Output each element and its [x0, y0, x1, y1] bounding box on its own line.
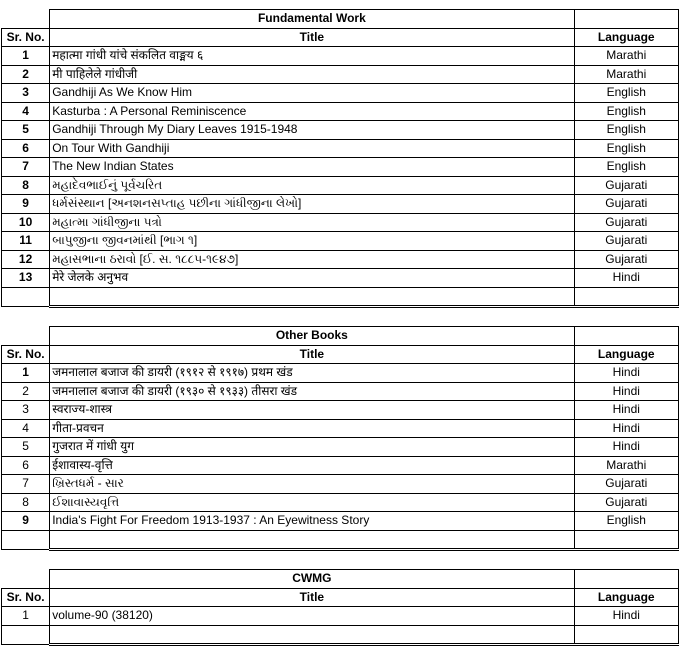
table-row: [2, 475, 679, 494]
sr-no-header: Sr. No.: [2, 588, 50, 607]
empty-row: [2, 625, 679, 645]
table-row: [2, 438, 679, 457]
sr-no-cell: 5: [2, 438, 50, 457]
sr-no-cell: 4: [2, 102, 50, 121]
title-cell: Gandhiji As We Know Him: [50, 84, 574, 103]
language-cell: Marathi: [574, 65, 678, 84]
title-cell: On Tour With Gandhiji: [50, 139, 574, 158]
sr-no-cell: 9: [2, 512, 50, 531]
cwmg-table: [1, 569, 679, 646]
empty-cell: [2, 327, 50, 346]
language-cell: Hindi: [574, 607, 678, 626]
language-cell: Gujarati: [574, 195, 678, 214]
language-header: Language: [574, 345, 678, 364]
title-cell: મહાત્મા ગાંધીજીના પત્રો: [50, 213, 574, 232]
title-cell: स्वराज्य-शास्त्र: [50, 401, 574, 420]
title-cell: Kasturba : A Personal Reminiscence: [50, 102, 574, 121]
header-row: [2, 588, 679, 607]
title-cell: गुजरात में गांधी युग: [50, 438, 574, 457]
table-row: [2, 419, 679, 438]
language-cell: Hindi: [574, 419, 678, 438]
language-cell: Marathi: [574, 47, 678, 66]
section-title: Fundamental Work: [50, 10, 574, 29]
section-title: Other Books: [50, 327, 574, 346]
table-row: [2, 195, 679, 214]
table-row: [2, 176, 679, 195]
sr-no-cell: 2: [2, 65, 50, 84]
empty-cell: [2, 625, 50, 645]
table-row: [2, 607, 679, 626]
language-cell: English: [574, 84, 678, 103]
language-cell: Gujarati: [574, 250, 678, 269]
sr-no-cell: 4: [2, 419, 50, 438]
sr-no-cell: 5: [2, 121, 50, 140]
language-cell: Gujarati: [574, 475, 678, 494]
title-cell: ઈશાવાસ્યવૃત્તિ: [50, 493, 574, 512]
table-row: [2, 512, 679, 531]
sr-no-cell: 6: [2, 139, 50, 158]
language-cell: English: [574, 512, 678, 531]
title-cell: मी पाहिलेले गांधीजी: [50, 65, 574, 84]
sr-no-cell: 1: [2, 607, 50, 626]
language-cell: Gujarati: [574, 232, 678, 251]
other-books-table: [1, 326, 679, 551]
title-cell: બાપુજીના જીવનમાંથી [ભાગ ૧]: [50, 232, 574, 251]
title-cell: ધર્મસંસ્થાન [અનશનસપ્તાહ પછીના ગાંધીજીના લેખો]: [50, 195, 574, 214]
sr-no-cell: 9: [2, 195, 50, 214]
language-cell: Gujarati: [574, 176, 678, 195]
section-title-row: [2, 327, 679, 346]
table-row: [2, 139, 679, 158]
empty-row: [2, 530, 679, 550]
empty-cell: [574, 287, 678, 307]
language-cell: English: [574, 158, 678, 177]
language-cell: Hindi: [574, 438, 678, 457]
sr-no-cell: 2: [2, 382, 50, 401]
title-header: Title: [50, 345, 574, 364]
language-cell: Hindi: [574, 401, 678, 420]
empty-cell: [50, 625, 574, 645]
section-title-row: [2, 570, 679, 589]
sr-no-cell: 3: [2, 401, 50, 420]
table-row: [2, 401, 679, 420]
title-cell: ईशावास्य-वृत्ति: [50, 456, 574, 475]
table-row: [2, 213, 679, 232]
sr-no-cell: 7: [2, 475, 50, 494]
sr-no-cell: 12: [2, 250, 50, 269]
table-row: [2, 232, 679, 251]
empty-cell: [574, 625, 678, 645]
sr-no-header: Sr. No.: [2, 345, 50, 364]
language-cell: Marathi: [574, 456, 678, 475]
title-cell: जमनालाल बजाज की डायरी (१९३० से १९३३) तीसरा खंड: [50, 382, 574, 401]
sr-no-cell: 11: [2, 232, 50, 251]
sr-no-cell: 3: [2, 84, 50, 103]
title-cell: जमनालाल बजाज की डायरी (१९१२ से १९१७) प्रथम खंड: [50, 364, 574, 383]
title-cell: मेरे जेलके अनुभव: [50, 269, 574, 288]
header-row: [2, 28, 679, 47]
empty-row: [2, 287, 679, 307]
language-cell: Gujarati: [574, 213, 678, 232]
sr-no-cell: 1: [2, 364, 50, 383]
section-title-row: [2, 10, 679, 29]
language-header: Language: [574, 28, 678, 47]
table-row: [2, 158, 679, 177]
table-row: [2, 493, 679, 512]
table-row: [2, 121, 679, 140]
table-row: [2, 456, 679, 475]
sr-no-header: Sr. No.: [2, 28, 50, 47]
header-row: [2, 345, 679, 364]
sr-no-cell: 13: [2, 269, 50, 288]
sr-no-cell: 8: [2, 176, 50, 195]
empty-cell: [574, 530, 678, 550]
empty-cell: [574, 10, 678, 29]
empty-cell: [574, 327, 678, 346]
empty-cell: [50, 530, 574, 550]
language-header: Language: [574, 588, 678, 607]
language-cell: Hindi: [574, 364, 678, 383]
title-cell: India's Fight For Freedom 1913-1937 : An Eyewitness Story: [50, 512, 574, 531]
title-cell: Gandhiji Through My Diary Leaves 1915-1948: [50, 121, 574, 140]
language-cell: English: [574, 121, 678, 140]
empty-cell: [2, 530, 50, 550]
table-row: [2, 250, 679, 269]
table-row: [2, 84, 679, 103]
empty-cell: [574, 570, 678, 589]
table-row: [2, 364, 679, 383]
sr-no-cell: 6: [2, 456, 50, 475]
title-cell: volume-90 (38120): [50, 607, 574, 626]
sr-no-cell: 10: [2, 213, 50, 232]
language-cell: English: [574, 139, 678, 158]
title-header: Title: [50, 28, 574, 47]
title-cell: गीता-प्रवचन: [50, 419, 574, 438]
title-header: Title: [50, 588, 574, 607]
table-row: [2, 65, 679, 84]
fundamental-work-table: [1, 9, 679, 308]
language-cell: Hindi: [574, 382, 678, 401]
sr-no-cell: 1: [2, 47, 50, 66]
language-cell: English: [574, 102, 678, 121]
language-cell: Hindi: [574, 269, 678, 288]
title-cell: મહાસભાના ઠરાવો [ઈ. સ. ૧૮૮૫-૧૯૪૭]: [50, 250, 574, 269]
language-cell: Gujarati: [574, 493, 678, 512]
table-row: [2, 102, 679, 121]
title-cell: મહાદેવભાઈનું પૂર્વચરિત: [50, 176, 574, 195]
sr-no-cell: 7: [2, 158, 50, 177]
title-cell: The New Indian States: [50, 158, 574, 177]
empty-cell: [2, 570, 50, 589]
table-row: [2, 269, 679, 288]
table-row: [2, 47, 679, 66]
sr-no-cell: 8: [2, 493, 50, 512]
title-cell: ખ્રિસ્તધર્મ - સાર: [50, 475, 574, 494]
table-row: [2, 382, 679, 401]
empty-cell: [50, 287, 574, 307]
empty-cell: [2, 287, 50, 307]
empty-cell: [2, 10, 50, 29]
section-title: CWMG: [50, 570, 574, 589]
title-cell: महात्मा गांधी यांचे संकलित वाङ्मय ६: [50, 47, 574, 66]
